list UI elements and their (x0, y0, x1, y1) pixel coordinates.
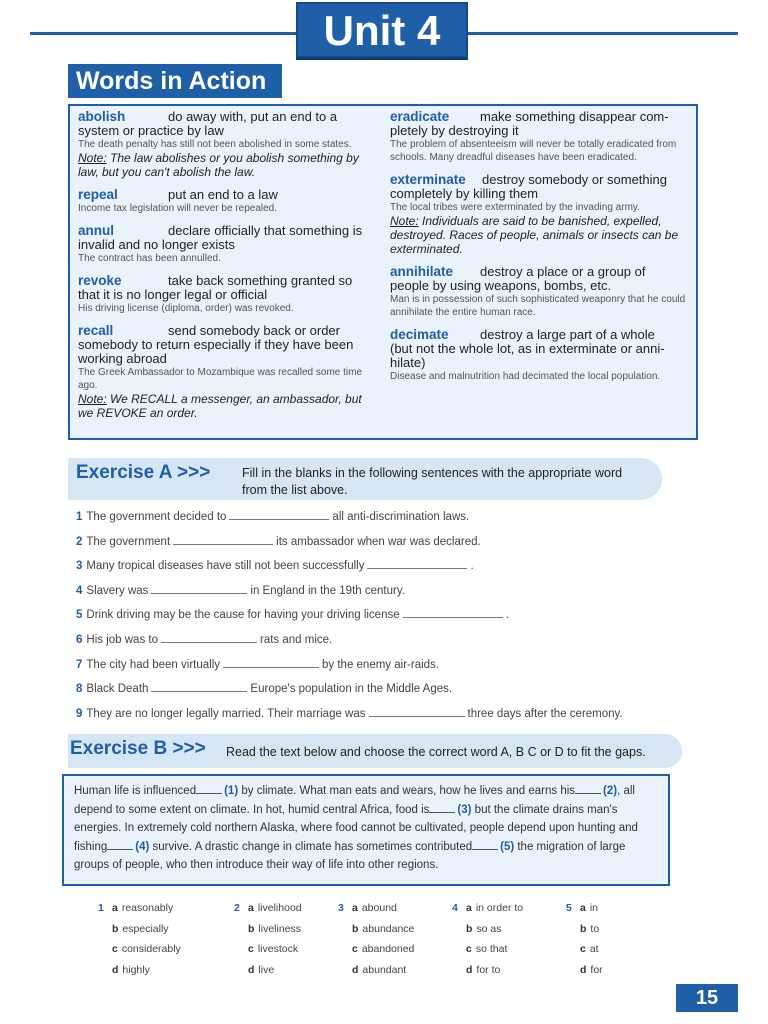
answer-blank[interactable] (173, 534, 273, 545)
option-b[interactable]: b so as (466, 922, 502, 935)
gap-number: (5) (500, 840, 515, 853)
vocab-definition: do away with, put an end to a (168, 109, 338, 124)
option-c[interactable]: c so that (466, 943, 508, 955)
vocab-term: eradicate (390, 109, 450, 124)
vocab-example: The Greek Ambassador to Mozambique was recalled some time ago. (78, 367, 363, 391)
option-c[interactable]: c considerably (112, 943, 181, 955)
option-a[interactable]: a abound (352, 902, 397, 914)
gap-blank[interactable] (196, 783, 222, 794)
exercise-b-instruction: Read the text below and choose the correct word A, B C or D to fit the gaps. (226, 745, 646, 759)
vocab-term: revoke (78, 273, 122, 288)
answer-blank[interactable] (151, 583, 247, 594)
options-question-4: 4 a in order to b so as c so that d for to (466, 898, 523, 980)
vocab-entry-recall (78, 324, 378, 420)
question-3: 3 Many tropical diseases have still not been successfully . (76, 560, 474, 573)
answer-blank[interactable] (369, 706, 465, 717)
answer-blank[interactable] (367, 558, 467, 569)
vocab-definition: take back something granted so (168, 273, 353, 288)
option-a[interactable]: a in (580, 902, 599, 914)
question-8: 8 Black Death Europe's population in the Middle Ages. (76, 683, 453, 696)
vocab-entry-annul (78, 224, 378, 265)
question-7: 7 The city had been virtually by the enemy air-raids. (76, 658, 439, 671)
vocab-entry-annihilate (390, 265, 690, 319)
vocab-example: His driving license (diploma, order) was revoked. (78, 303, 294, 314)
gap-blank[interactable] (472, 839, 498, 850)
vocab-note: Note: Individuals are said to be banished, expelled, destroyed. Races of people, animals or insects can be exterminated. (390, 214, 679, 256)
option-c[interactable]: c at (580, 943, 599, 955)
vocab-term: decimate (390, 327, 449, 342)
gap-blank[interactable] (429, 802, 455, 813)
option-c[interactable]: c livestock (248, 943, 299, 955)
answer-blank[interactable] (161, 632, 257, 643)
vocab-entry-abolish (78, 110, 378, 179)
exercise-a-heading: Exercise A >>> (76, 462, 211, 483)
cloze-passage: Human life is influenced (1) by climate. What man eats and wears, how he lives and earns his (2), all depend to some extent on climate. In hot, humid central Africa, food is (3) but the climate drains man's energies. In extremely cold northern Alaska, where food cannot be cultivated, people depend upon hunting and fishing (4) survive. A drastic change in climate has sometimes contributed (5) the migration of large groups of people, who then introduce their way of life into other regions. (62, 774, 670, 886)
unit-title: Unit 4 (296, 2, 468, 58)
vocab-example: The contract has been annulled. (78, 253, 221, 264)
answer-blank[interactable] (229, 509, 329, 520)
answer-blank[interactable] (151, 681, 247, 692)
answer-blank[interactable] (223, 657, 319, 668)
gap-blank[interactable] (107, 839, 133, 850)
exercise-a-instruction: Fill in the blanks in the following sentences with the appropriate word from the list above. (242, 466, 623, 497)
vocab-example: Income tax legislation will never be repealed. (78, 203, 277, 214)
vocab-entry-repeal (78, 188, 378, 215)
words-in-action-title: Words in Action (68, 64, 282, 98)
gap-number: (3) (457, 803, 472, 816)
gap-number: (4) (135, 840, 150, 853)
option-c[interactable]: c abandoned (352, 943, 415, 955)
vocab-entry-decimate (390, 328, 690, 383)
answer-blank[interactable] (403, 607, 503, 618)
vocabulary-left-column (78, 110, 378, 429)
vocab-note: Note: The law abolishes or you abolish something by law, but you can't abolish the law. (78, 151, 359, 179)
vocab-note: Note: We RECALL a messenger, an ambassador, but we REVOKE an order. (78, 392, 362, 420)
vocab-entry-exterminate (390, 173, 690, 256)
vocab-definition-cont: (but not the whole lot, as in exterminate or anni-hilate) (390, 341, 665, 370)
vocab-example: The problem of absenteeism will never be totally eradicated from schools. Many dreadful diseases have been eradicated. (390, 139, 677, 163)
vocab-term: abolish (78, 109, 126, 124)
options-question-1: 1 a reasonably b especially c considerably d highly (112, 898, 181, 980)
option-d[interactable]: d for (580, 963, 603, 976)
vocab-definition: destroy somebody or something (482, 172, 667, 187)
option-b[interactable]: b to (580, 922, 600, 935)
vocab-term: repeal (78, 187, 118, 202)
vocab-example: The death penalty has still not been abolished in some states. (78, 139, 352, 150)
vocab-definition-cont: completely by killing them (390, 186, 539, 201)
gap-blank[interactable] (575, 783, 601, 794)
options-question-2: 2 a livelihood b liveliness c livestock d live (248, 898, 302, 980)
vocab-example: Man is in possession of such sophisticated weaponry that he could annihilate the entire human race. (390, 294, 686, 318)
page-number: 15 (676, 984, 738, 1012)
question-6: 6 His job was to rats and mice. (76, 633, 333, 646)
question-1: 1 The government decided to all anti-discrimination laws. (76, 511, 470, 523)
vocab-example: The local tribes were exterminated by the invading army. (390, 202, 640, 213)
question-2: 2 The government its ambassador when war was declared. (76, 535, 481, 548)
question-5: 5 Drink driving may be the cause for having your driving license . (76, 609, 509, 622)
vocab-definition-cont: people by using weapons, bombs, etc. (390, 278, 612, 293)
vocab-definition: put an end to a law (168, 187, 278, 202)
vocab-definition-cont: that it is no longer legal or official (78, 287, 268, 302)
vocabulary-right-column (390, 110, 690, 392)
vocab-entry-revoke (78, 274, 378, 315)
vocabulary-box (68, 104, 698, 440)
gap-number: (2) (603, 785, 618, 797)
question-9: 9 They are no longer legally married. Their marriage was three days after the ceremony. (76, 707, 623, 720)
option-d[interactable]: d live (248, 963, 275, 976)
option-b[interactable]: b abundance (352, 922, 415, 935)
vocab-definition-cont: invalid and no longer exists (78, 237, 235, 252)
option-a[interactable]: a in order to (466, 902, 524, 914)
vocab-term: exterminate (390, 172, 466, 187)
options-question-3: 3 a abound b abundance c abandoned d abundant (352, 898, 414, 980)
vocab-term: annul (78, 223, 114, 238)
vocab-definition: declare officially that something is (168, 223, 363, 238)
vocab-term: annihilate (390, 264, 454, 279)
exercise-a-questions (76, 508, 696, 729)
option-a[interactable]: a reasonably (112, 902, 174, 914)
gap-number: (1) (224, 785, 239, 797)
vocab-entry-eradicate (390, 110, 690, 164)
vocab-example: Disease and malnutrition had decimated the local population. (390, 371, 661, 382)
question-4: 4 Slavery was in England in the 19th century. (76, 584, 405, 597)
vocab-definition: destroy a place or a group of (480, 264, 646, 279)
vocab-definition-cont: system or practice by law (78, 123, 224, 138)
exercise-b-heading: Exercise B >>> (70, 738, 206, 759)
option-d[interactable]: d highly (112, 963, 150, 976)
option-a[interactable]: a livelihood (248, 902, 302, 914)
vocab-definition: destroy a large part of a whole (480, 327, 655, 342)
options-question-5: 5 a in b to c at d for (580, 898, 603, 980)
vocab-definition: send somebody back or order (168, 323, 340, 338)
vocab-definition-cont: pletely by destroying it (390, 123, 519, 138)
vocab-definition: make something disappear com- (480, 109, 669, 124)
vocab-definition-cont: somebody to return especially if they have been working abroad (78, 337, 354, 366)
vocab-term: recall (78, 323, 114, 338)
option-b[interactable]: b liveliness (248, 922, 302, 935)
option-b[interactable]: b especially (112, 922, 169, 935)
option-d[interactable]: d abundant (352, 963, 407, 976)
option-d[interactable]: d for to (466, 963, 501, 976)
